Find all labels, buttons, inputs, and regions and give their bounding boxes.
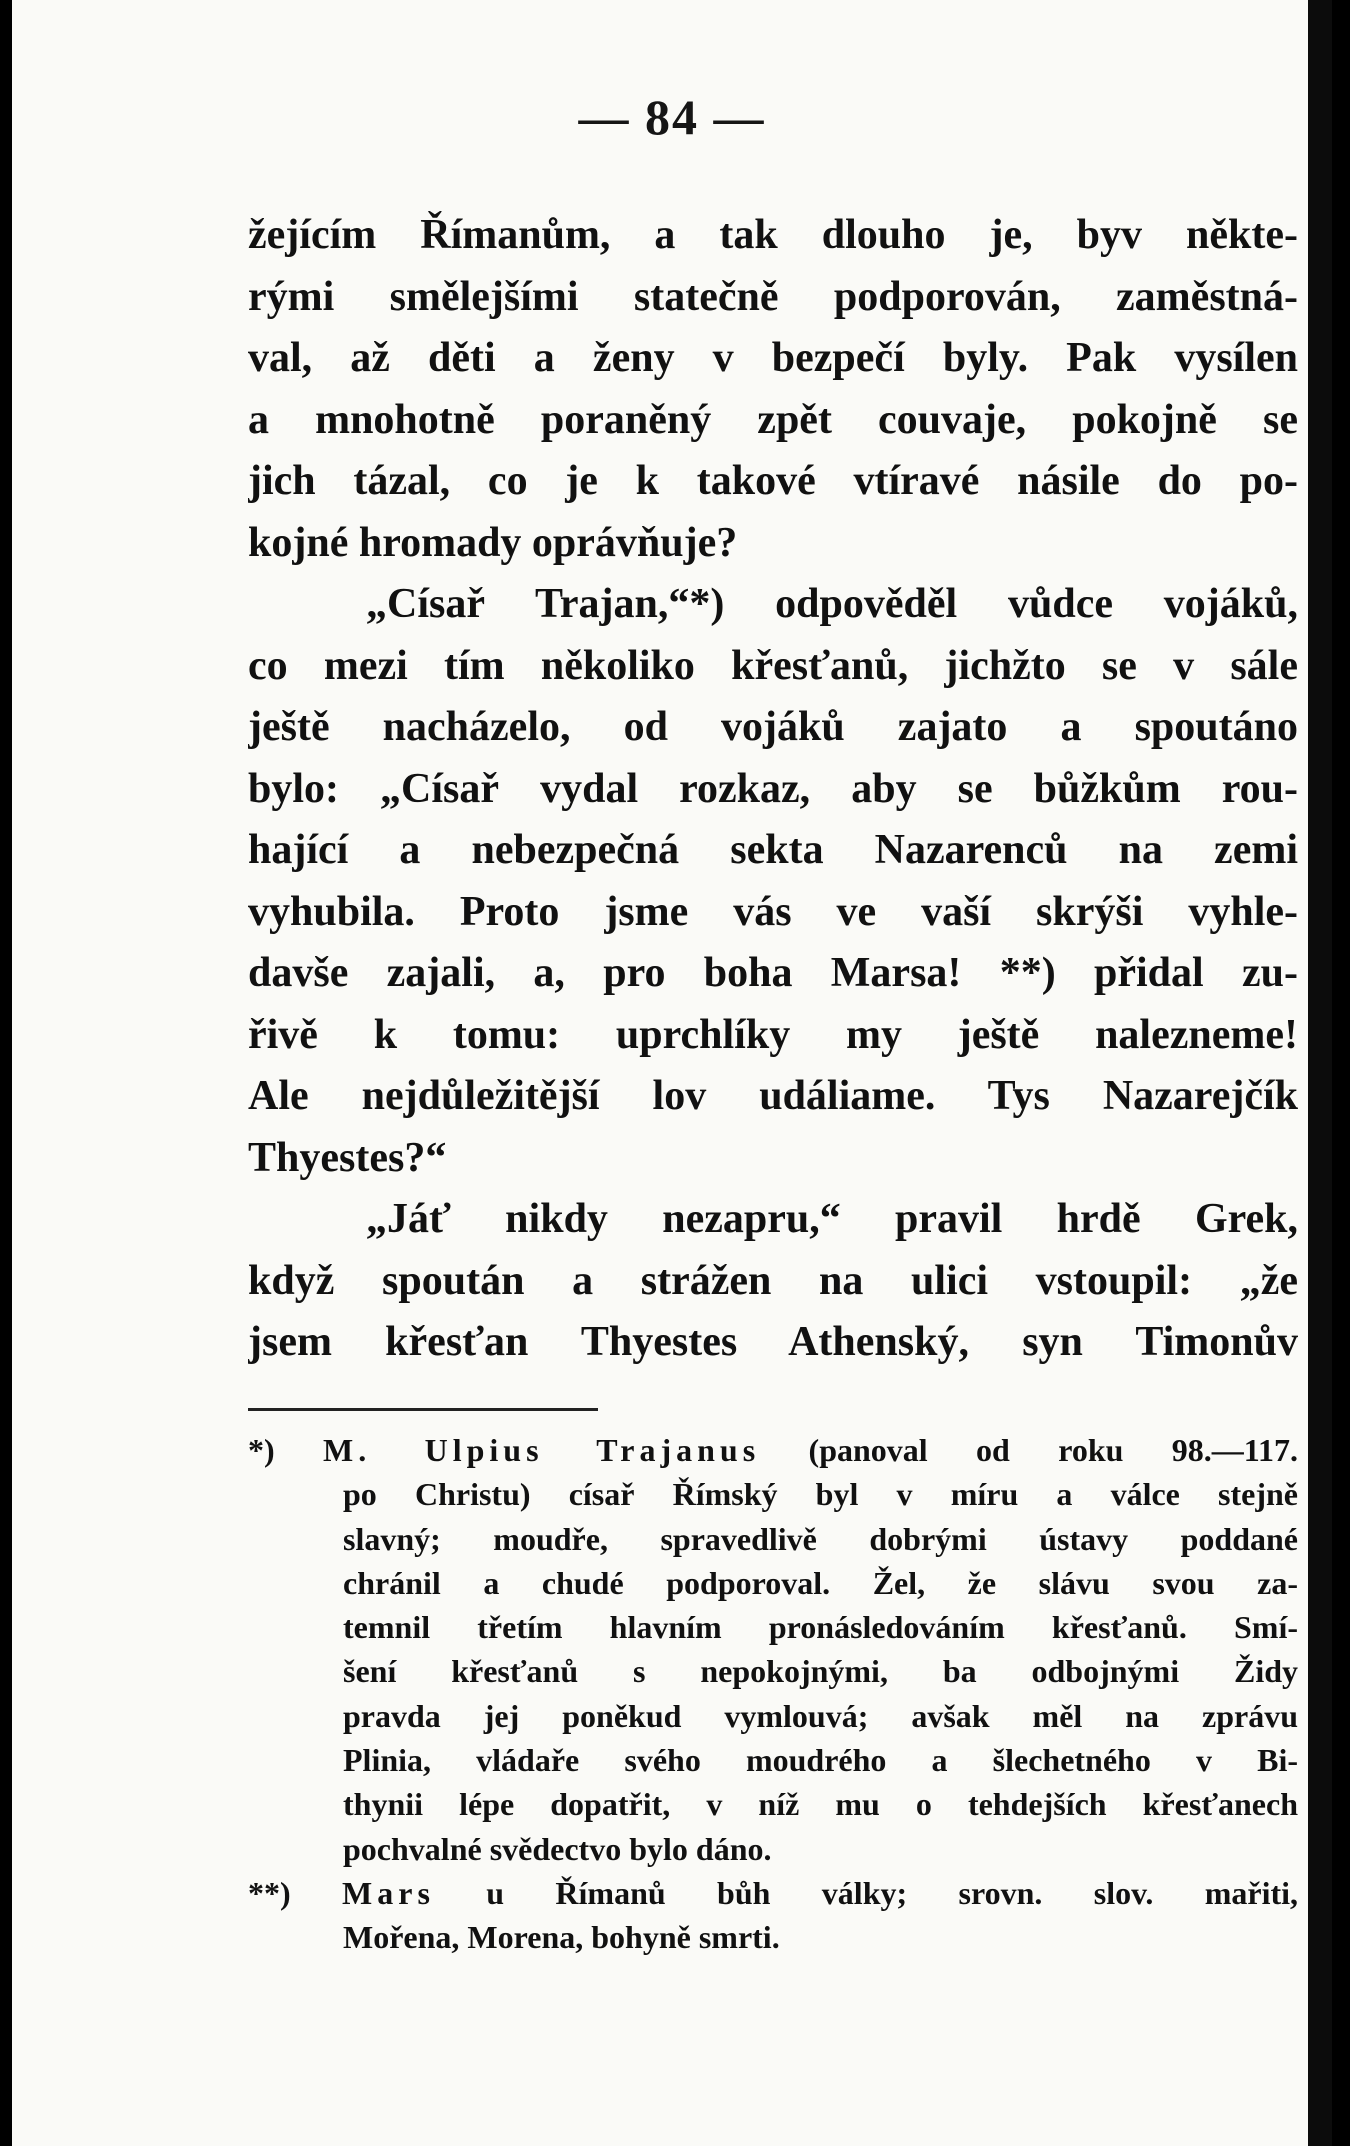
text-line: kojné hromady oprávňuje? bbox=[248, 519, 738, 566]
page-edge-shadow bbox=[1308, 0, 1332, 2146]
footnote-rule bbox=[248, 1408, 598, 1411]
text-line: hající a nebezpečná sekta Nazarenců na zemi bbox=[248, 827, 1298, 873]
text-line: co mezi tím několiko křesťanů, jichžto se v sále bbox=[248, 642, 1298, 689]
text-line: řivě k tomu: uprchlíky my ještě nalezneme! bbox=[248, 1011, 1298, 1058]
footnote-text: u Římanů bůh války; srovn. slov. mařiti, bbox=[486, 1874, 1298, 1911]
footnote-name: Mars bbox=[342, 1874, 435, 1911]
text-line: jsem křesťan Thyestes Athenský, syn Timonův bbox=[248, 1319, 1298, 1365]
page-number: — 84 — bbox=[578, 89, 766, 145]
text-line: Ale nejdůležitější lov událiame. Tys Nazarejčík bbox=[248, 1073, 1298, 1119]
footnote-text: (panoval od roku 98.—117. bbox=[808, 1432, 1298, 1468]
footnote-line: chránil a chudé podporoval. Žel, že slávu svou za- bbox=[343, 1564, 1298, 1601]
footnote-line: Mořena, Morena, bohyně smrti. bbox=[343, 1919, 780, 1956]
footnote-line: thynii lépe dopatřit, v níž mu o tehdejších křesťanech bbox=[343, 1786, 1298, 1823]
footnote-line: temnil třetím hlavním pronásledováním křesťanů. Smí- bbox=[343, 1609, 1298, 1646]
footnote-line: pochvalné svědectvo bylo dáno. bbox=[343, 1830, 772, 1867]
book-page bbox=[12, 0, 1332, 2146]
text-line: když spoután a strážen na ulici vstoupil: „že bbox=[248, 1257, 1298, 1304]
text-line: rými smělejšími statečně podporován, zaměstná- bbox=[248, 273, 1298, 320]
footnote-line: šení křesťanů s nepokojnými, ba odbojnými Židy bbox=[343, 1653, 1298, 1690]
text-line: bylo: „Císař vydal rozkaz, aby se bůžkům rou- bbox=[248, 765, 1298, 812]
text-line: ještě nacházelo, od vojáků zajato a spoutáno bbox=[248, 704, 1298, 750]
footnote-name: M. Ulpius Trajanus bbox=[323, 1432, 761, 1468]
text-line: žejícím Římanům, a tak dlouho je, byv někte- bbox=[248, 212, 1298, 258]
text-line: vyhubila. Proto jsme vás ve vaší skrýši vyhle- bbox=[248, 888, 1298, 935]
main-text bbox=[248, 205, 1298, 1374]
footnote-line: Plinia, vládaře svého moudrého a šlechetného v Bi- bbox=[343, 1742, 1298, 1779]
text-line: jich tázal, co je k takové vtíravé násile do po- bbox=[248, 458, 1298, 504]
footnote-2-first-line bbox=[248, 1871, 1298, 1915]
text-line: „Jáť nikdy nezapru,“ pravil hrdě Grek, bbox=[366, 1196, 1298, 1242]
text-line: a mnohotně poraněný zpět couvaje, pokojně se bbox=[248, 396, 1298, 443]
footnote-1-first-line bbox=[248, 1428, 1298, 1472]
footnote-line: pravda jej poněkud vymlouvá; avšak měl na zprávu bbox=[343, 1697, 1298, 1734]
footnote-marker: **) bbox=[248, 1874, 291, 1911]
footnote-line: po Christu) císař Římský byl v míru a válce stejně bbox=[343, 1476, 1298, 1513]
text-line: davše zajali, a, pro boha Marsa! **) přidal zu- bbox=[248, 950, 1298, 996]
footnote-marker: *) bbox=[248, 1432, 275, 1468]
text-line: val, až děti a ženy v bezpečí byly. Pak vysílen bbox=[248, 335, 1298, 381]
footnotes bbox=[248, 1428, 1298, 1960]
footnote-line: slavný; moudře, spravedlivě dobrými ústavy poddané bbox=[343, 1520, 1298, 1557]
text-line: Thyestes?“ bbox=[248, 1134, 447, 1181]
text-line: „Císař Trajan,“*) odpověděl vůdce vojáků, bbox=[366, 581, 1298, 627]
